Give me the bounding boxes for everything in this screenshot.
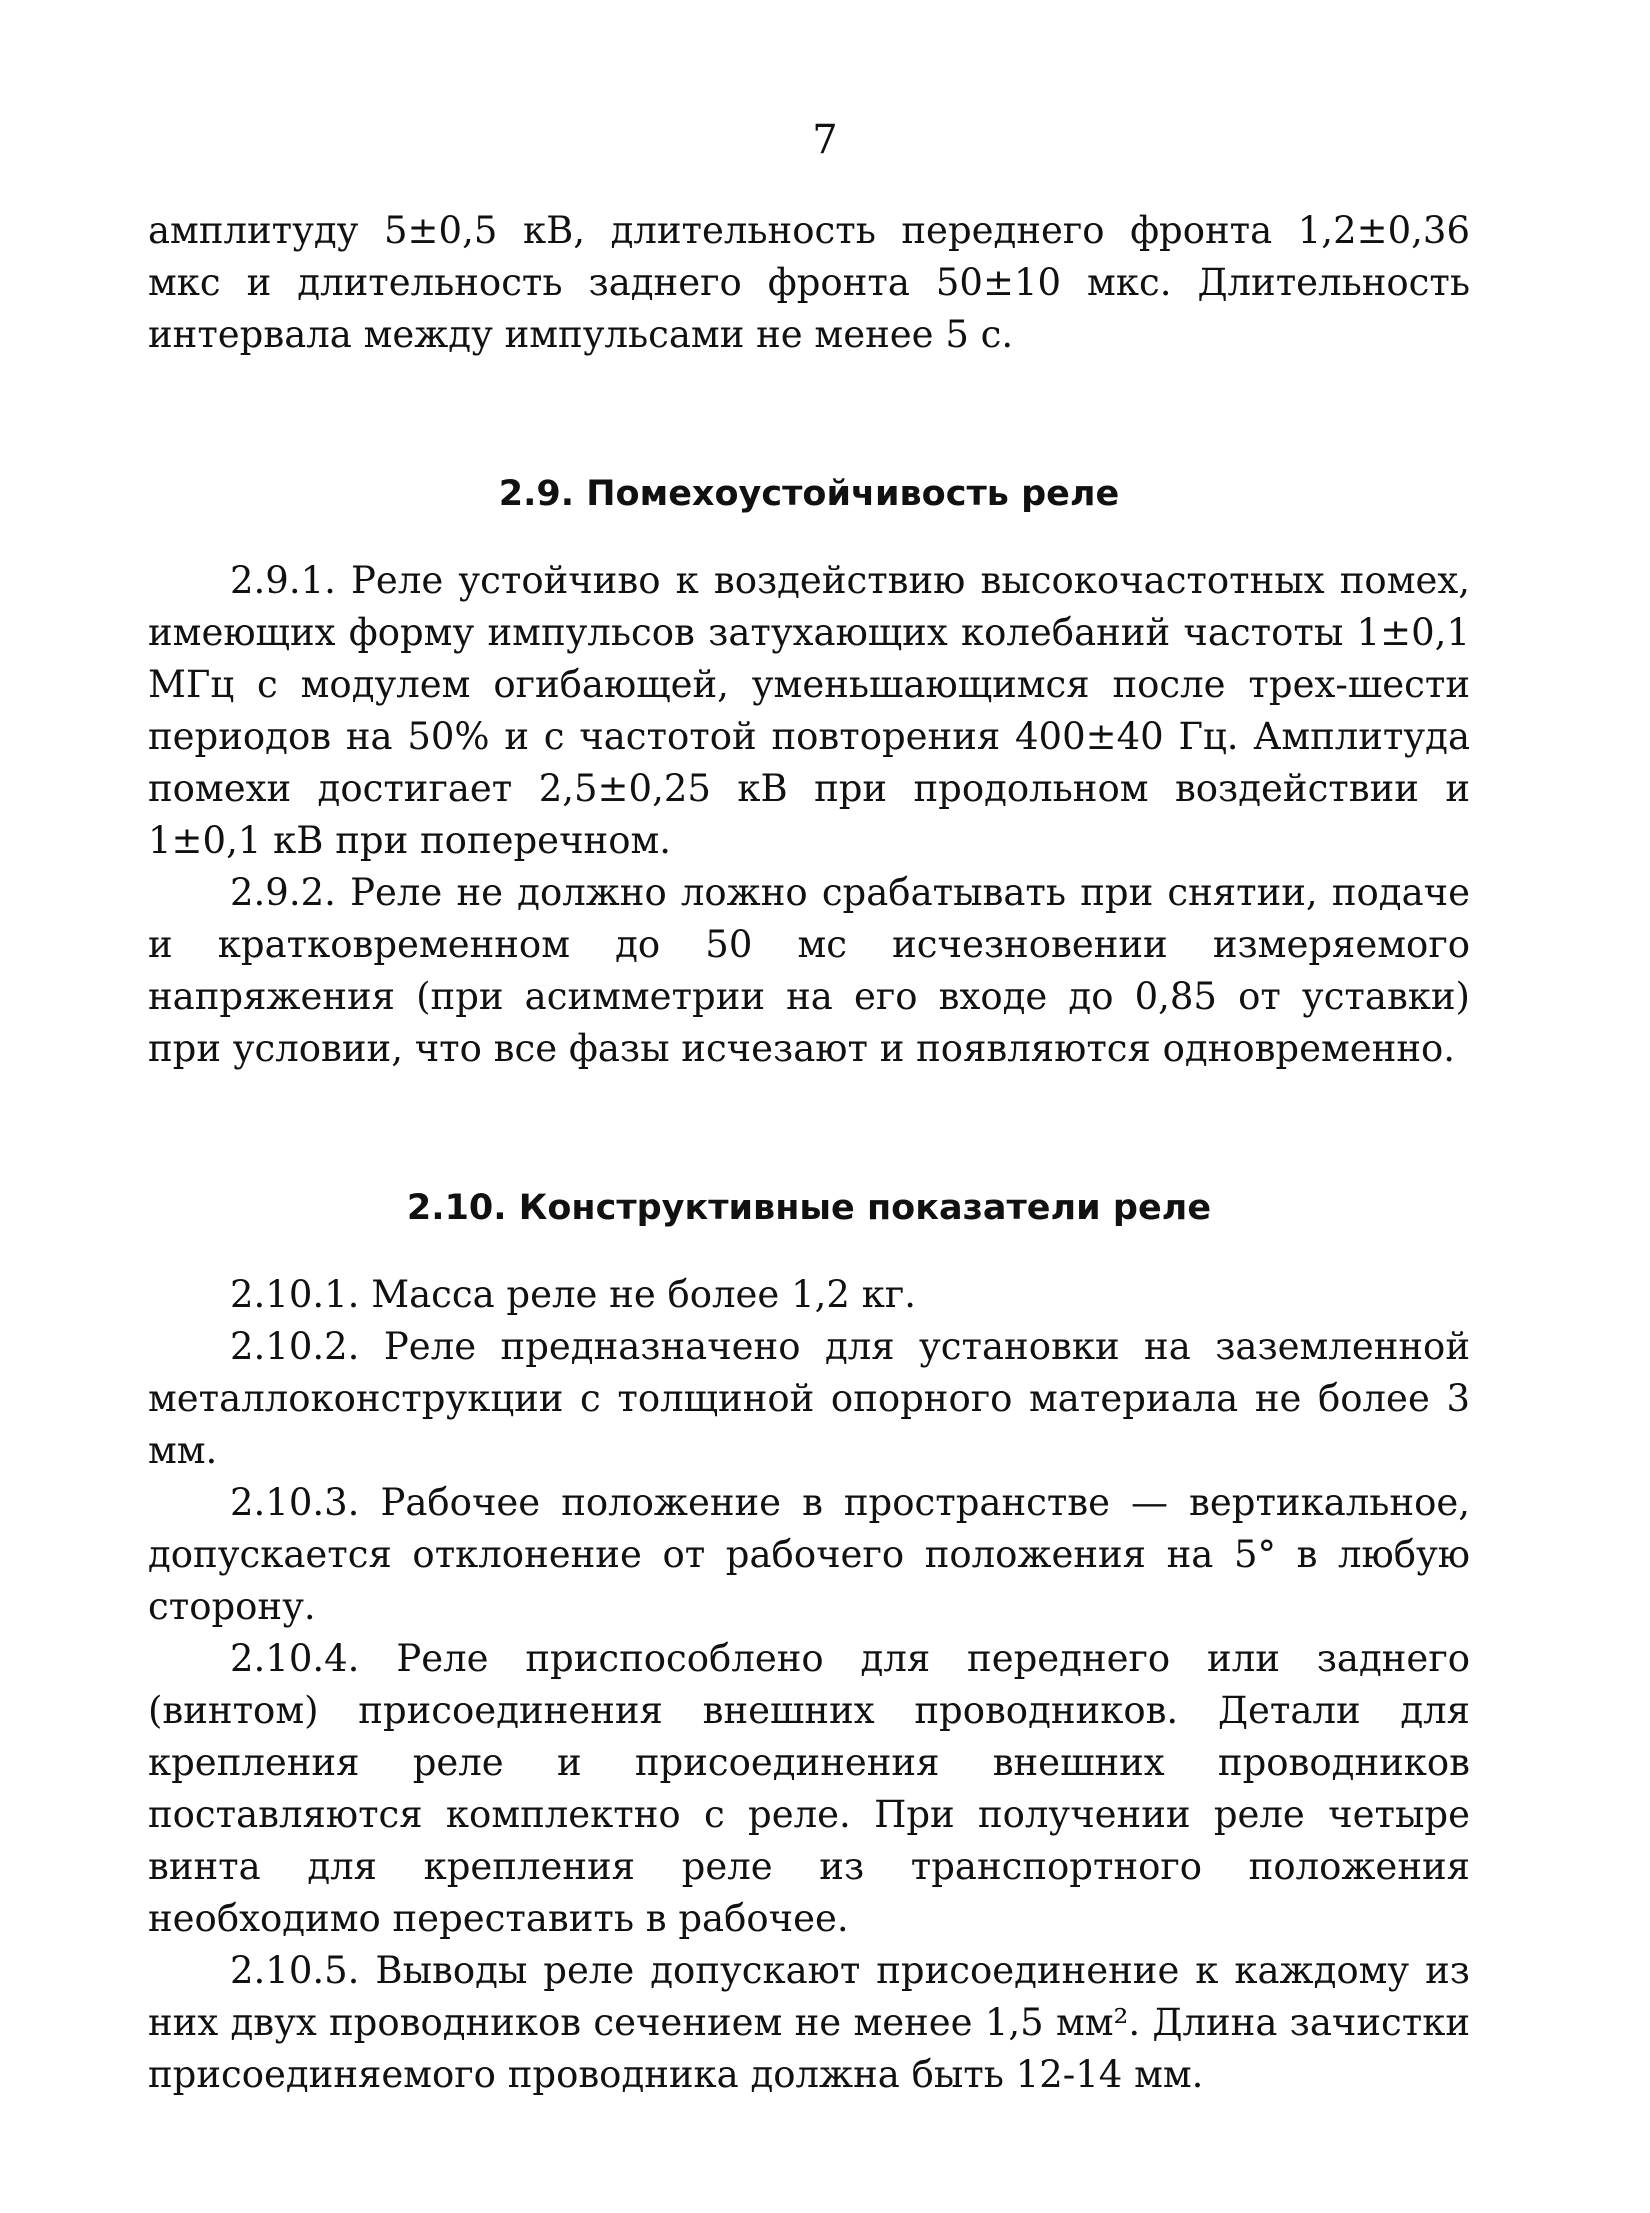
paragraph-2-10-3: 2.10.3. Рабочее положение в пространстве — вертикальное, допускается отклонение от рабочего положения на 5° в любую сторону. [148,1481,1470,1628]
section-heading-2-9: 2.9. Помехоустойчивость реле [498,474,1120,514]
page-number: 7 [812,117,838,163]
page-body [148,205,1470,2101]
paragraph-2-9-1: 2.9.1. Реле устойчиво к воздействию высокочастотных помех, имеющих форму импульсов затухающих колебаний частоты 1±0,1 МГц с модулем огибающей, уменьшающимся после трех-шести периодов на 50% и с частотой повторения 400±40 Гц. Амплитуда помехи достигает 2,5±0,25 кВ при продольном воздействии и 1±0,1 кВ при поперечном. [148,559,1470,862]
section-heading-2-10: 2.10. Конструктивные показатели реле [406,1188,1212,1228]
paragraph-2-9-2: 2.9.2. Реле не должно ложно срабатывать при снятии, подаче и кратковременном до 50 мс исчезновении измеряемого напряжения (при асимметрии на его входе до 0,85 от уставки) при условии, что все фазы исчезают и появляются одновременно. [148,871,1470,1070]
paragraph-2-10-1: 2.10.1. Масса реле не более 1,2 кг. [230,1273,916,1316]
paragraph-2-10-5: 2.10.5. Выводы реле допускают присоединение к каждому из них двух проводников сечением не менее 1,5 мм². Длина зачистки присоединяемого проводника должна быть 12-14 мм. [148,1949,1470,2096]
paragraph-2-10-4: 2.10.4. Реле приспособлено для переднего или заднего (винтом) присоединения внешних проводников. Детали для крепления реле и присоединения внешних проводников поставляются комплектно с реле. При получении реле четыре винта для крепления реле из транспортного положения необходимо переставить в рабочее. [148,1637,1470,1940]
intro-paragraph: амплитуду 5±0,5 кВ, длительность переднего фронта 1,2±0,36 мкс и длительность заднего фронта 50±10 мкс. Длительность интервала между импульсами не менее 5 с. [148,209,1470,356]
section-2-10 [148,1182,1470,2101]
section-2-9 [148,468,1470,1075]
paragraph-2-10-2: 2.10.2. Реле предназначено для установки на заземленной металлоконструкции с толщиной опорного материала не более 3 мм. [148,1325,1470,1472]
